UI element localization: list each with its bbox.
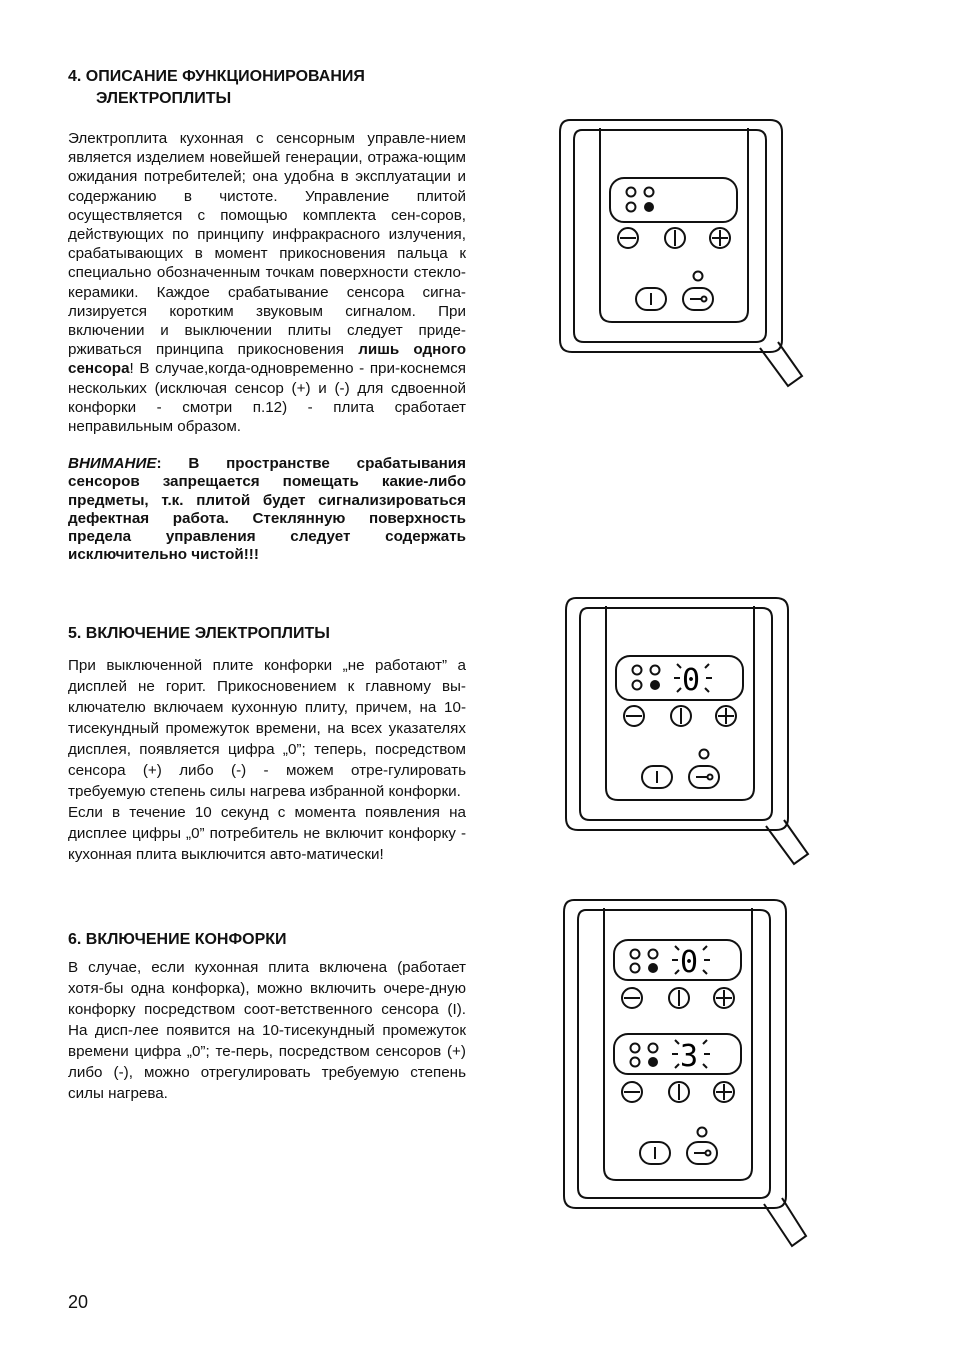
burner-indicator-icon xyxy=(627,188,655,213)
indicator-led-icon xyxy=(694,272,703,281)
control-panel-figure-3 xyxy=(564,900,812,1260)
display-digit-top: 0 xyxy=(680,945,699,980)
burner-indicator-icon xyxy=(631,1044,659,1068)
section-5-title: 5. ВКЛЮЧЕНИЕ ЭЛЕКТРОПЛИТЫ xyxy=(68,625,330,642)
section-6-paragraph: В случае, если кухонная плита включена (работает хотя-бы одна конфорка), можно включить очере-дную конфорку посредством соот-ветственного сенсора (I). На дисп-лее появится на 10-тисекундный промежуток времени цифра „0”; те-перь, посредством сенсоров (+) либо (-), можно отрегулировать требуемую степень силы нагрева. xyxy=(68,959,466,1102)
burner-indicator-icon xyxy=(631,950,659,974)
warning-text: : В пространстве срабатывания сенсоров запрещается помещать какие-либо предметы, т.к. плитой будет сигнализироваться дефектная работа. Стеклянную поверхность предела управления следует содержать исключительно чистой!!! xyxy=(68,455,466,564)
display-digit-bottom: 3 xyxy=(680,1039,699,1074)
burner-select-icon[interactable] xyxy=(671,706,691,726)
section-4-bold-text: лишь одного сенсора xyxy=(68,341,466,378)
section-5-paragraph-1: При выключенной плите конфорки „не работают” а дисплей не горит. Прикосновением к главному вы-ключателю включаем кухонную плиту, причем, на 10-тисекундный промежуток времени, на всех указателях дисплея, появляется цифра „0”; теперь, посредством сенсора (+) либо (-) - можем отре-гулировать требуемую степень силы нагрева избранной конфорки. xyxy=(68,657,466,800)
section-5 xyxy=(68,623,466,865)
display-digit: 0 xyxy=(682,663,701,698)
power-icon[interactable] xyxy=(640,1142,670,1164)
burner-select-icon[interactable] xyxy=(669,988,689,1008)
control-panel-figure-1 xyxy=(560,120,805,405)
control-panel-figure-2 xyxy=(566,598,811,883)
burner-indicator-icon xyxy=(633,666,661,691)
warning-label: ВНИМАНИЕ xyxy=(68,455,157,473)
section-6-title: 6. ВКЛЮЧЕНИЕ КОНФОРКИ xyxy=(68,931,287,948)
key-lock-icon[interactable] xyxy=(683,288,713,310)
section-4 xyxy=(68,66,466,564)
minus-sensor-icon[interactable] xyxy=(618,228,638,248)
plus-sensor-icon[interactable] xyxy=(714,988,734,1008)
key-lock-icon[interactable] xyxy=(687,1142,717,1164)
indicator-led-icon xyxy=(700,750,709,759)
power-icon[interactable] xyxy=(642,766,672,788)
plus-sensor-icon[interactable] xyxy=(716,706,736,726)
burner-select-icon[interactable] xyxy=(669,1082,689,1102)
section-4-title-line1: 4. ОПИСАНИЕ ФУНКЦИОНИРОВАНИЯ xyxy=(68,68,365,85)
minus-sensor-icon[interactable] xyxy=(624,706,644,726)
warning-paragraph xyxy=(68,455,466,564)
indicator-led-icon xyxy=(698,1128,707,1137)
plus-sensor-icon[interactable] xyxy=(710,228,730,248)
display-window xyxy=(610,178,737,222)
section-4-title-line2: ЭЛЕКТРОПЛИТЫ xyxy=(96,90,232,107)
section-6 xyxy=(68,929,466,1104)
power-icon[interactable] xyxy=(636,288,666,310)
key-lock-icon[interactable] xyxy=(689,766,719,788)
section-5-paragraph-2: Если в течение 10 секунд с момента появления на дисплее цифры „0” потребитель не включит конфорку - кухонная плита выключится авто-матически! xyxy=(68,804,466,863)
section-4-text-a: Электроплита кухонная с сенсорным управле-нием является изделием новейшей генерации, отража-ющим ожидания потребителей; она удобна в эксплуатации и содержанию в чистоте. Управление плитой осуществляется с помощью комплекта сен-соров, действующих по принципу инфракрасного излучения, срабатывающих в момент прикосновения пальца к специально обозначенным точкам поверхности стекло-керамики. Каждое срабатывание сенсора сигна-лизируется коротким звуковым сигналом. При включении и выключении плиты следует приде-рживаться принципа прикосновения xyxy=(68,130,466,359)
section-4-paragraph xyxy=(68,129,466,436)
page-number: 20 xyxy=(68,1292,89,1312)
burner-select-icon[interactable] xyxy=(665,228,685,248)
minus-sensor-icon[interactable] xyxy=(622,1082,642,1102)
minus-sensor-icon[interactable] xyxy=(622,988,642,1008)
plus-sensor-icon[interactable] xyxy=(714,1082,734,1102)
section-4-text-b: ! В случае,когда-одновременно - при-коснемся нескольких (исключая сенсор (+) и (-) для сдвоенной конфорки - смотри п.12) - плита сработает неправильным образом. xyxy=(68,360,466,436)
